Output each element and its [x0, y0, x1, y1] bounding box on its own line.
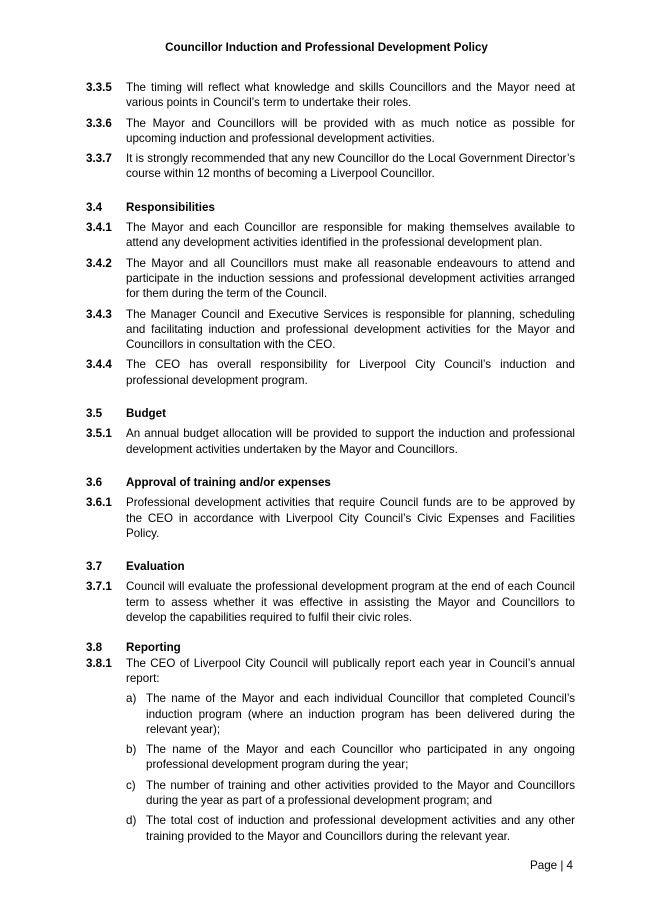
- clause-text: Professional development activities that require Council funds are to be approved by the CEO in accordance with Liverpool City Council’s Civic Expenses and Facilities Policy.: [126, 496, 575, 540]
- clause-number: 3.3.6: [86, 116, 112, 130]
- document-body: [86, 80, 575, 854]
- list-item: [126, 813, 575, 844]
- clause-3-4-3: [86, 307, 575, 353]
- clause-3-8-1: [86, 656, 575, 849]
- page-number: Page | 4: [530, 859, 573, 872]
- clause-text: The Mayor and Councillors will be provided with as much notice as possible for upcoming induction and professional development activities.: [126, 116, 575, 145]
- section-title: Reporting: [126, 641, 181, 655]
- clause-3-3-7: [86, 151, 575, 182]
- clause-3-4-2: [86, 256, 575, 302]
- list-item-text: The name of the Mayor and each Councillor who participated in any ongoing professional development program during the year;: [146, 743, 575, 772]
- clause-text: The Mayor and each Councillor are responsible for making themselves available to attend any development activities identified in the professional development plan.: [126, 221, 575, 250]
- clause-number: 3.8.1: [86, 656, 112, 670]
- clause-text: The timing will reflect what knowledge and skills Councillors and the Mayor need at various points in Council’s term to undertake their roles.: [126, 81, 575, 110]
- clause-3-6-1: [86, 495, 575, 541]
- clause-number: 3.3.5: [86, 81, 112, 94]
- clause-number: 3.4.2: [86, 256, 112, 270]
- clause-number: 3.5.1: [86, 427, 112, 441]
- section-heading-budget: [86, 406, 575, 421]
- clause-number: 3.4.1: [86, 221, 112, 235]
- clause-3-7-1: [86, 579, 575, 625]
- clause-text: [126, 656, 575, 849]
- section-title: Evaluation: [126, 560, 185, 574]
- clause-3-4-4: [86, 357, 575, 388]
- clause-number: 3.4.4: [86, 358, 112, 372]
- clause-text: Council will evaluate the professional development program at the end of each Council term to assess whether it was effective in assisting the Mayor and Councillors to develop the capabilities required to fulfil their civic roles.: [126, 580, 575, 625]
- section-number: 3.4: [86, 200, 103, 214]
- section-number: 3.5: [86, 407, 103, 421]
- list-item-letter: b): [126, 743, 137, 757]
- section-title: Budget: [126, 407, 166, 421]
- section-number: 3.7: [86, 560, 103, 574]
- clause-3-3-5: [86, 80, 575, 111]
- clause-number: 3.3.7: [86, 152, 112, 166]
- section-title: Responsibilities: [126, 200, 215, 214]
- list-item: [126, 691, 575, 737]
- list-item-text: The total cost of induction and professional development activities and any other training provided to the Mayor and Councillors during the relevant year.: [146, 814, 575, 843]
- list-item-letter: a): [126, 692, 137, 706]
- clause-intro-text: The CEO of Liverpool City Council will publically report each year in Council’s annual report:: [126, 656, 575, 685]
- section-number: 3.8: [86, 641, 103, 655]
- clause-3-4-1: [86, 220, 575, 251]
- clause-3-3-6: [86, 116, 575, 147]
- clause-text: An annual budget allocation will be provided to support the induction and professional development activities undertaken by the Mayor and Councillors.: [126, 427, 575, 456]
- clause-number: 3.4.3: [86, 307, 112, 321]
- list-item: [126, 778, 575, 809]
- section-title: Approval of training and/or expenses: [126, 475, 331, 489]
- list-item: [126, 742, 575, 773]
- section-heading-reporting: [86, 640, 575, 655]
- clause-text: The Manager Council and Executive Services is responsible for planning, scheduling and facilitating induction and professional development activities for the Mayor and Councillors in consultation with the CEO.: [126, 307, 575, 352]
- list-item-letter: c): [126, 778, 136, 792]
- document-header: Councillor Induction and Professional Development Policy: [165, 41, 488, 54]
- clause-text: It is strongly recommended that any new Councillor do the Local Government Director’s course within 12 months of becoming a Liverpool Councillor.: [126, 152, 575, 181]
- clause-number: 3.6.1: [86, 496, 112, 510]
- list-item-letter: d): [126, 814, 137, 828]
- section-heading-evaluation: [86, 559, 575, 574]
- reporting-sublist: [126, 691, 575, 844]
- section-number: 3.6: [86, 475, 103, 489]
- list-item-text: The number of training and other activities provided to the Mayor and Councillors during the year as part of a professional development program; and: [146, 778, 575, 807]
- clause-number: 3.7.1: [86, 580, 112, 594]
- section-heading-responsibilities: [86, 200, 575, 215]
- section-heading-approval: [86, 475, 575, 490]
- clause-text: The Mayor and all Councillors must make all reasonable endeavours to attend and participate in the induction sessions and professional development activities arranged for them during the term of the Council.: [126, 256, 575, 301]
- clause-3-5-1: [86, 426, 575, 457]
- list-item-text: The name of the Mayor and each individual Councillor that completed Council’s induction program (where an induction program has been delivered during the relevant year);: [146, 692, 575, 736]
- clause-text: The CEO has overall responsibility for Liverpool City Council’s induction and professional development program.: [126, 358, 575, 387]
